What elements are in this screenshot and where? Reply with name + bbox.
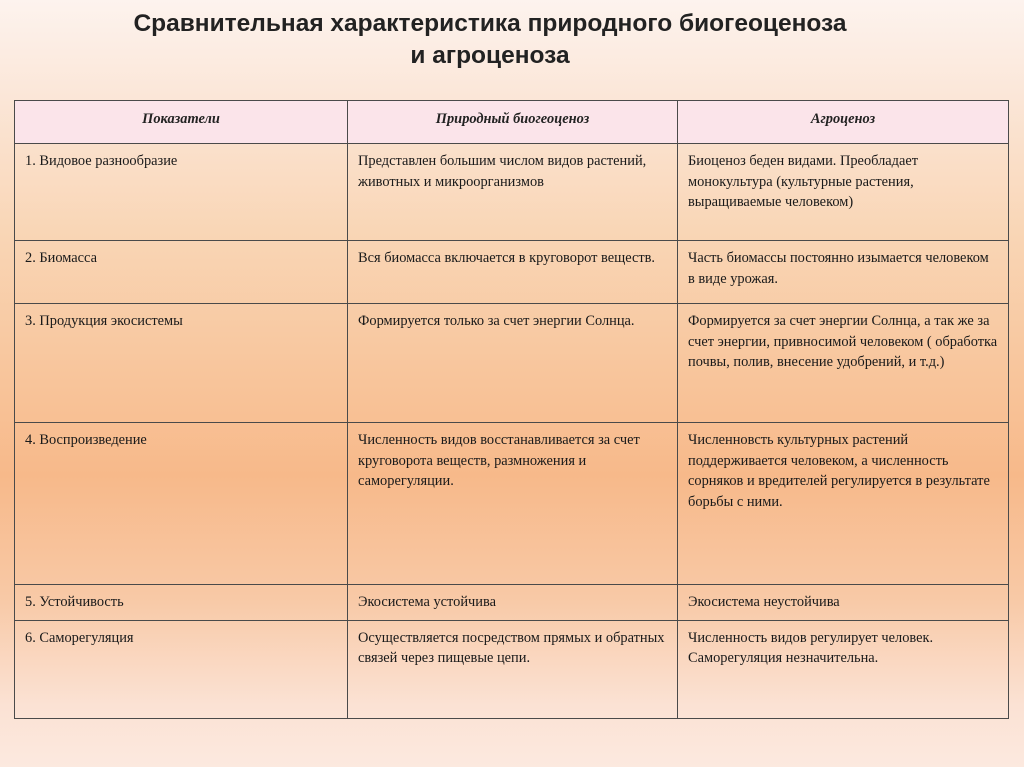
cell-agro: Часть биомассы постоянно изымается человеком в виде урожая. bbox=[678, 241, 1009, 304]
table-row bbox=[15, 620, 1009, 718]
table-row bbox=[15, 144, 1009, 241]
cell-indicator: 2. Биомасса bbox=[15, 241, 348, 304]
title-line-1: Сравнительная характеристика природного биогеоценоза bbox=[133, 10, 847, 37]
header-agrocenosis: Агроценоз bbox=[678, 101, 1009, 144]
cell-agro: Формируется за счет энергии Солнца, а так же за счет энергии, привносимой человеком ( обработка почвы, полив, внесение удобрений, и т.д.) bbox=[678, 304, 1009, 423]
cell-natural: Численность видов восстанавливается за счет круговорота веществ, размножения и саморегуляции. bbox=[348, 423, 678, 585]
page-title bbox=[0, 8, 980, 72]
header-indicators: Показатели bbox=[15, 101, 348, 144]
cell-indicator: 4. Воспроизведение bbox=[15, 423, 348, 585]
cell-natural: Осуществляется посредством прямых и обратных связей через пищевые цепи. bbox=[348, 620, 678, 718]
header-row bbox=[15, 101, 1009, 144]
table-row bbox=[15, 585, 1009, 621]
table-row bbox=[15, 304, 1009, 423]
cell-natural: Экосистема устойчива bbox=[348, 585, 678, 621]
comparison-table bbox=[14, 100, 1009, 719]
cell-natural: Вся биомасса включается в круговорот веществ. bbox=[348, 241, 678, 304]
cell-agro: Экосистема неустойчива bbox=[678, 585, 1009, 621]
cell-natural: Формируется только за счет энергии Солнца. bbox=[348, 304, 678, 423]
cell-indicator: 6. Саморегуляция bbox=[15, 620, 348, 718]
cell-agro: Численность видов регулирует человек. Саморегуляция незначительна. bbox=[678, 620, 1009, 718]
header-natural-biogeocenosis: Природный биогеоценоз bbox=[348, 101, 678, 144]
title-line-2: и агроценоза bbox=[410, 42, 570, 69]
cell-indicator: 3. Продукция экосистемы bbox=[15, 304, 348, 423]
cell-natural: Представлен большим числом видов растений, животных и микроорганизмов bbox=[348, 144, 678, 241]
cell-agro: Численновсть культурных растений поддерживается человеком, а численность сорняков и вредителей регулируется в результате борьбы с ними. bbox=[678, 423, 1009, 585]
table-row bbox=[15, 423, 1009, 585]
table-row bbox=[15, 241, 1009, 304]
cell-indicator: 1. Видовое разнообразие bbox=[15, 144, 348, 241]
cell-agro: Биоценоз беден видами. Преобладает монокультура (культурные растения, выращиваемые человеком) bbox=[678, 144, 1009, 241]
cell-indicator: 5. Устойчивость bbox=[15, 585, 348, 621]
